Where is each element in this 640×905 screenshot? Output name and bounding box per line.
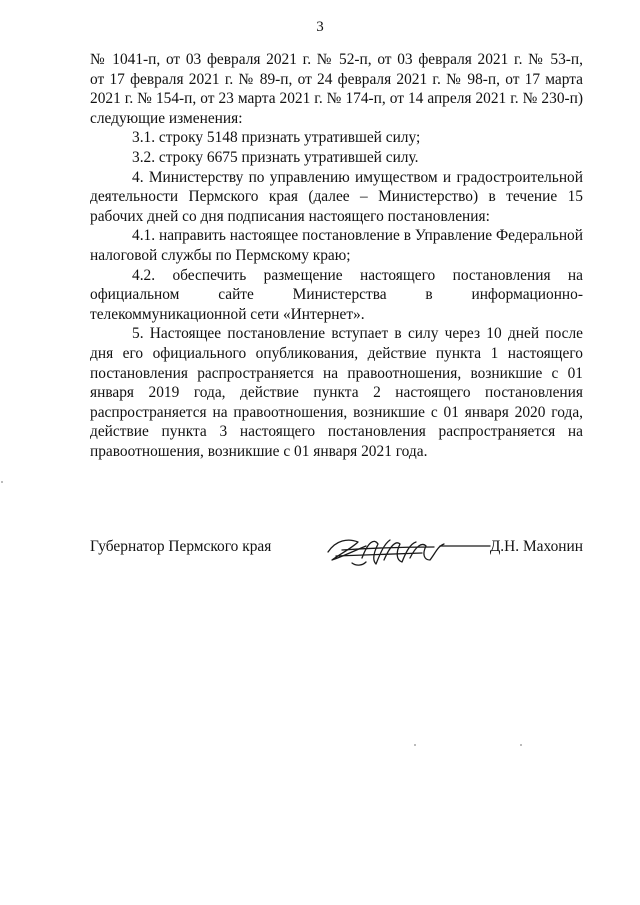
paragraph-item-5: 5. Настоящее постановление вступает в силу через 10 дней после дня его официального опубликования, действие пункта 1 настоящего постановления распространяется на правоотношения, возникшие с 01 января 2019 года, действие пункта 2 настоящего постановления распространяется на правоотношения, возникшие с 01 января 2020 года, действие пункта 3 настоящего постановления распространяется на правоотношения, возникшие с 01 января 2021 года.	[90, 325, 583, 460]
paragraph-item-3-1: 3.1. строку 5148 признать утратившей силу;	[132, 129, 421, 147]
continuation-line: от 17 февраля 2021 г. № 89-п, от 24 февраля 2021 г. № 98-п, от 17 марта	[90, 70, 583, 88]
document-body	[90, 50, 583, 461]
paragraph-continuation	[90, 50, 583, 128]
continuation-line: 2021 г. № 154-п, от 23 марта 2021 г. № 174-п, от 14 апреля 2021 г. № 230-п)	[90, 90, 583, 108]
signatory-name: Д.Н. Махонин	[489, 538, 583, 555]
page-number: 3	[316, 19, 324, 35]
paragraph-item-4-2: 4.2. обеспечить размещение настоящего постановления на официальном сайте Министерства в информационно-телекоммуникационной сети «Интернет».	[90, 266, 583, 323]
paragraph-item-4-1: 4.1. направить настоящее постановление в Управление Федеральной налоговой службы по Пермскому краю;	[90, 227, 583, 264]
continuation-line: № 1041-п, от 03 февраля 2021 г. № 52-п, от 03 февраля 2021 г. № 53-п,	[90, 51, 583, 68]
handwritten-signature	[322, 530, 492, 570]
scan-edge-mark	[1, 481, 3, 483]
continuation-line: следующие изменения:	[90, 109, 243, 127]
scan-speck	[414, 744, 416, 746]
paragraph-item-4: 4. Министерству по управлению имуществом и градостроительной деятельности Пермского края (далее – Министерство) в течение 15 рабочих дней со дня подписания настоящего постановления:	[90, 168, 583, 225]
signatory-position: Губернатор Пермского края	[90, 538, 272, 555]
paragraph-item-3-2: 3.2. строку 6675 признать утратившей силу.	[132, 148, 419, 166]
scan-speck	[520, 744, 522, 746]
signature-block	[90, 530, 583, 570]
